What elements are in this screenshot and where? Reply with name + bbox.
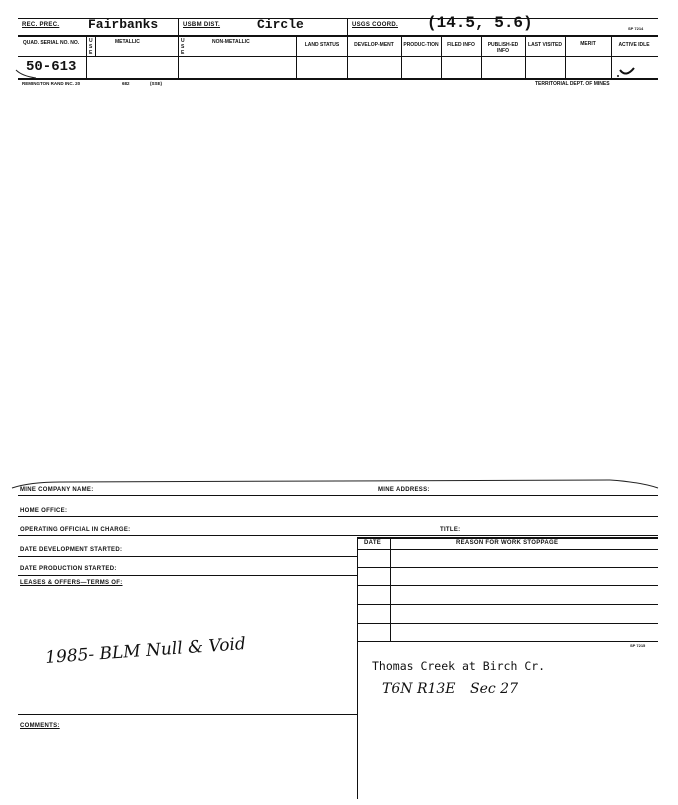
typed-location: Thomas Creek at Birch Cr. [372, 659, 546, 673]
code-b: (SSE) [150, 81, 163, 86]
rec-prec-label: REC. PREC. [22, 22, 60, 28]
form-number: SP 7214 [628, 26, 644, 31]
usbm-dist-value: Circle [257, 17, 304, 32]
col-production: PRODUC-TION [403, 42, 439, 48]
form-number-2: SP 7215 [630, 643, 646, 648]
col-active-idle: ACTIVE IDLE [618, 42, 650, 48]
handwritten-section: Sec 27 [470, 681, 518, 697]
comments-label: COMMENTS: [20, 723, 60, 729]
col-development: DEVELOP-MENT [354, 42, 394, 48]
usbm-dist-label: USBM DIST. [183, 22, 221, 28]
title-label: TITLE: [440, 527, 461, 533]
card-top-edge [10, 474, 670, 492]
mine-address-label: MINE ADDRESS: [378, 487, 430, 493]
usgs-coord-value: (14.5, 5.6) [427, 14, 533, 32]
reason-column-header: REASON FOR WORK STOPPAGE [456, 540, 559, 546]
col-published-info: PUBLISH-ED INFO [487, 42, 519, 54]
check-mark-icon [614, 58, 644, 82]
home-office-label: HOME OFFICE: [20, 508, 68, 514]
printer-imprint: REMINGTON RAND INC. 20 [22, 81, 81, 86]
leases-offers-label: LEASES & OFFERS—TERMS OF: [20, 580, 123, 586]
department-name: TERRITORIAL DEPT. OF MINES [535, 81, 610, 87]
col-use-b: U S E [181, 38, 185, 56]
pencil-stroke-mark [14, 64, 44, 80]
date-column-header: DATE [364, 540, 382, 546]
date-production-started-label: DATE PRODUCTION STARTED: [20, 566, 117, 572]
code-a: 682 [122, 81, 130, 86]
usgs-coord-label: USGS COORD. [352, 22, 398, 28]
operating-official-label: OPERATING OFFICIAL IN CHARGE: [20, 527, 131, 533]
col-use-a: U S E [89, 38, 93, 56]
col-filed-info: FILED INFO [447, 42, 475, 48]
col-land-status: LAND STATUS [304, 42, 340, 48]
col-merit: MERIT [580, 41, 596, 47]
date-development-started-label: DATE DEVELOPMENT STARTED: [20, 547, 123, 553]
col-non-metallic: NON-METALLIC [212, 39, 250, 45]
col-quad-serial: QUAD. SERIAL NO. NO. [22, 40, 80, 46]
rec-prec-value: Fairbanks [88, 17, 159, 32]
mine-company-name-label: MINE COMPANY NAME: [20, 487, 94, 493]
handwritten-township: T6N R13E [382, 681, 456, 697]
handwritten-blm-note: 1985- BLM Null & Void [44, 634, 247, 668]
col-metallic: METALLIC [115, 39, 140, 45]
quad-serial-value: 50-613 [26, 59, 77, 75]
col-last-visited: LAST VISITED [528, 42, 562, 48]
